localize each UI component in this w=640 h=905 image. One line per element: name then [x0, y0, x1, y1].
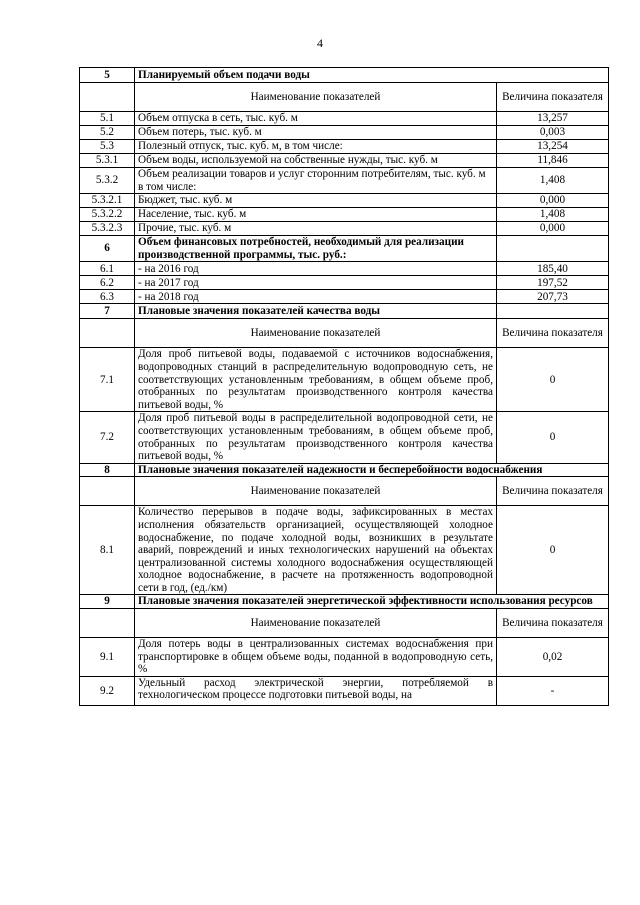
row-number: 6.3 — [80, 290, 135, 304]
table-row — [80, 290, 609, 304]
row-value: 0,000 — [497, 194, 609, 208]
section-7-header — [80, 304, 609, 319]
section-number: 8 — [80, 463, 135, 477]
indicator-name-header: Наименование показателей — [135, 319, 497, 348]
row-number: 6.2 — [80, 276, 135, 290]
indicator-name-header: Наименование показателей — [135, 83, 497, 112]
column-header-row — [80, 319, 609, 348]
row-value: 1,408 — [497, 208, 609, 222]
row-name-cell — [135, 676, 497, 705]
section-title: Планируемый объем подачи воды — [135, 68, 609, 83]
value-header: Величина показателя — [497, 609, 609, 638]
row-number: 5.3.1 — [80, 154, 135, 168]
row-value: 0,000 — [497, 222, 609, 236]
row-number: 5.3.2.3 — [80, 222, 135, 236]
row-number: 9.1 — [80, 638, 135, 677]
section-empty-cell — [497, 236, 609, 262]
row-value: 13,254 — [497, 140, 609, 154]
header-empty-cell — [80, 83, 135, 112]
table-row — [80, 262, 609, 276]
row-value: 207,73 — [497, 290, 609, 304]
table-row — [80, 168, 609, 194]
row-name: Количество перерывов в подаче воды, зафиксированных в местах исполнения обязательств организацией, осуществляющей холодное водоснабжение, по подаче холодной воды, возникших в результате аварий, повреждений и иных технологических нарушений на объектах централизованной системы холодного водоснабжения осуществляющей холодное водоснабжение, в расчете на протяженность водопроводной сети в год, (ед./км) — [135, 506, 497, 595]
row-name: - на 2018 год — [135, 290, 497, 304]
section-number: 5 — [80, 68, 135, 83]
row-value: 185,40 — [497, 262, 609, 276]
row-value: - — [497, 676, 609, 705]
row-name: - на 2016 год — [135, 262, 497, 276]
section-number: 9 — [80, 595, 135, 609]
row-number: 5.2 — [80, 126, 135, 140]
indicator-name-header: Наименование показателей — [135, 477, 497, 506]
value-header: Величина показателя — [497, 477, 609, 506]
section-8-header — [80, 463, 609, 477]
row-value: 0,02 — [497, 638, 609, 677]
row-name: Население, тыс. куб. м — [135, 208, 497, 222]
table-row — [80, 638, 609, 677]
row-name: Объем воды, используемой на собственные нужды, тыс. куб. м — [135, 154, 497, 168]
row-number: 5.3.2.2 — [80, 208, 135, 222]
row-value: 0 — [497, 348, 609, 412]
section-title: Объем финансовых потребностей, необходимый для реализации производственной программы, тыс. руб.: — [135, 236, 497, 262]
header-empty-cell — [80, 609, 135, 638]
section-empty-cell — [497, 304, 609, 319]
row-number: 5.3.2 — [80, 168, 135, 194]
section-number: 7 — [80, 304, 135, 319]
section-9-header — [80, 595, 609, 609]
row-number: 9.2 — [80, 676, 135, 705]
row-name: Объем отпуска в сеть, тыс. куб. м — [135, 112, 497, 126]
row-value: 1,408 — [497, 168, 609, 194]
row-name: Прочие, тыс. куб. м — [135, 222, 497, 236]
row-number: 5.3.2.1 — [80, 194, 135, 208]
table-row — [80, 126, 609, 140]
table-row — [80, 676, 609, 705]
section-number: 6 — [80, 236, 135, 262]
value-header: Величина показателя — [497, 319, 609, 348]
row-value: 197,52 — [497, 276, 609, 290]
row-name: Объем потерь, тыс. куб. м — [135, 126, 497, 140]
table-row — [80, 140, 609, 154]
table-row — [80, 412, 609, 463]
row-name: Объем реализации товаров и услуг сторонним потребителям, тыс. куб. м в том числе: — [135, 168, 497, 194]
section-title: Плановые значения показателей надежности и бесперебойности водоснабжения — [135, 463, 609, 477]
page-number: 4 — [317, 36, 323, 50]
header-empty-cell — [80, 477, 135, 506]
table-row — [80, 194, 609, 208]
row-name: Бюджет, тыс. куб. м — [135, 194, 497, 208]
row-value: 0 — [497, 506, 609, 595]
row-name: Доля проб питьевой воды в распределительной водопроводной сети, не соответствующих установленным требованиям, в общем объеме проб, отобранных по результатам производственного контроля качества питьевой воды, % — [135, 412, 497, 463]
row-name: Доля проб питьевой воды, подаваемой с источников водоснабжения, водопроводных станций в распределительную водопроводную сеть, не соответствующих установленным требованиям, в общем объеме проб, отобранных по результатам производственного контроля качества питьевой воды, % — [135, 348, 497, 412]
table-row — [80, 208, 609, 222]
row-name: Удельный расход электрической энергии, потребляемой в технологическом процессе подготовки питьевой воды, на — [138, 676, 493, 702]
row-value: 0 — [497, 412, 609, 463]
row-value: 13,257 — [497, 112, 609, 126]
row-number: 8.1 — [80, 506, 135, 595]
row-name: Полезный отпуск, тыс. куб. м, в том числе: — [135, 140, 497, 154]
section-5-header — [80, 68, 609, 83]
table-row — [80, 506, 609, 595]
section-title: Плановые значения показателей качества воды — [135, 304, 497, 319]
header-empty-cell — [80, 319, 135, 348]
row-number: 5.3 — [80, 140, 135, 154]
row-value: 11,846 — [497, 154, 609, 168]
row-number: 7.2 — [80, 412, 135, 463]
row-name: Доля потерь воды в централизованных системах водоснабжения при транспортировке в общем объеме воды, поданной в водопроводную сеть, % — [135, 638, 497, 677]
program-table — [79, 67, 609, 706]
table-row — [80, 112, 609, 126]
section-6-header — [80, 236, 609, 262]
row-name: - на 2017 год — [135, 276, 497, 290]
indicator-name-header: Наименование показателей — [135, 609, 497, 638]
row-number: 5.1 — [80, 112, 135, 126]
table-row — [80, 276, 609, 290]
column-header-row — [80, 609, 609, 638]
column-header-row — [80, 83, 609, 112]
row-number: 6.1 — [80, 262, 135, 276]
table-row — [80, 222, 609, 236]
table-row — [80, 154, 609, 168]
row-value: 0,003 — [497, 126, 609, 140]
row-number: 7.1 — [80, 348, 135, 412]
column-header-row — [80, 477, 609, 506]
table-row — [80, 348, 609, 412]
section-title: Плановые значения показателей энергетической эффективности использования ресурсов — [135, 595, 609, 609]
value-header: Величина показателя — [497, 83, 609, 112]
